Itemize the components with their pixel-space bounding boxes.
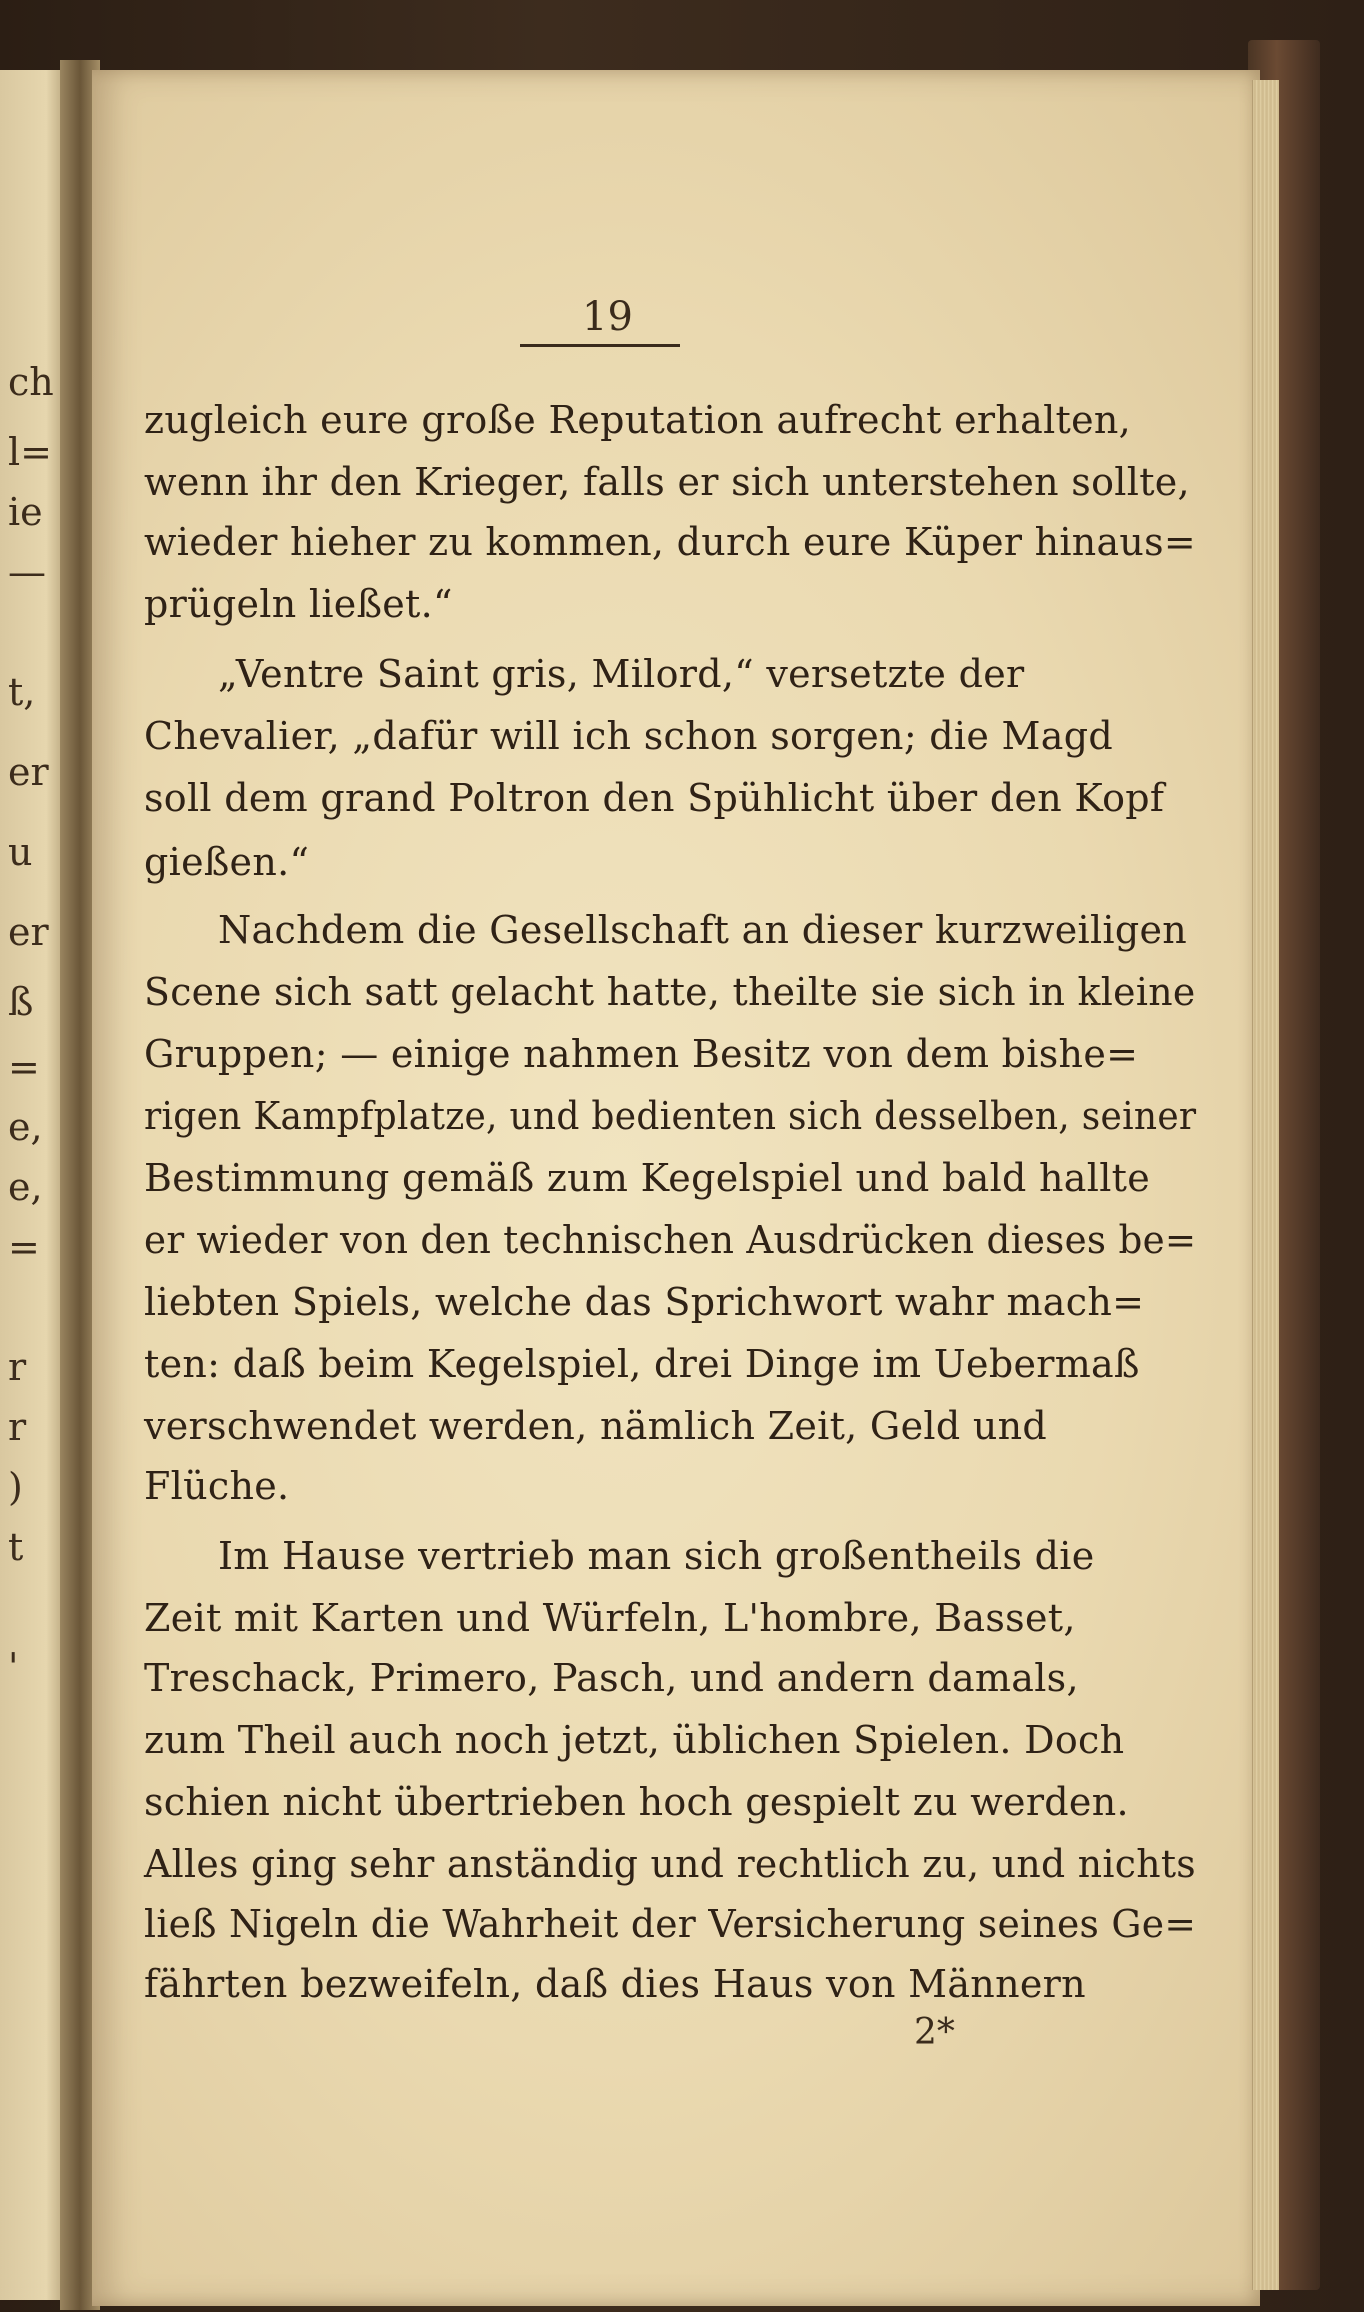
text-line: schien nicht übertrieben hoch gespielt zu werden. xyxy=(144,1780,1129,1824)
left-page-fragment: r xyxy=(8,1345,27,1389)
text-line: zugleich eure große Reputation aufrecht erhalten, xyxy=(144,398,1132,442)
text-line: Bestimmung gemäß zum Kegelspiel und bald hallte xyxy=(144,1156,1151,1200)
text-line: Alles ging sehr anständig und rechtlich zu, und nichts xyxy=(144,1842,1196,1886)
text-line: rigen Kampfplatze, und bedienten sich desselben, seiner xyxy=(144,1094,1197,1138)
left-page-fragment: e, xyxy=(8,1165,43,1209)
text-line: wenn ihr den Krieger, falls er sich unterstehen sollte, xyxy=(144,460,1190,504)
left-page-fragment: ch xyxy=(8,360,54,404)
left-page-fragment: er xyxy=(8,750,49,794)
text-line: Nachdem die Gesellschaft an dieser kurzweiligen xyxy=(218,908,1188,952)
previous-page-edge xyxy=(0,70,66,2300)
text-line: Flüche. xyxy=(144,1464,290,1508)
left-page-fragment: = xyxy=(8,1045,40,1089)
text-line: Gruppen; — einige nahmen Besitz von dem bishe= xyxy=(144,1032,1139,1076)
text-line: Scene sich satt gelacht hatte, theilte sie sich in kleine xyxy=(144,970,1196,1014)
text-line: soll dem grand Poltron den Spühlicht über den Kopf xyxy=(144,776,1165,820)
text-line: Chevalier, „dafür will ich schon sorgen; die Magd xyxy=(144,714,1113,758)
left-page-fragment: — xyxy=(8,550,46,594)
text-line: liebten Spiels, welche das Sprichwort wahr mach= xyxy=(144,1280,1145,1324)
text-line: ließ Nigeln die Wahrheit der Versicherung seines Ge= xyxy=(144,1902,1197,1946)
left-page-fragment: t, xyxy=(8,670,36,714)
text-line: „Ventre Saint gris, Milord,“ versetzte der xyxy=(218,652,1025,696)
left-page-fragment: r xyxy=(8,1405,27,1449)
left-page-fragment: er xyxy=(8,910,49,954)
text-line: Im Hause vertrieb man sich großentheils die xyxy=(218,1534,1095,1578)
text-line: er wieder von den technischen Ausdrücken dieses be= xyxy=(144,1218,1197,1262)
left-page-fragment: ie xyxy=(8,490,43,534)
left-page-fragment: ß xyxy=(8,980,34,1024)
text-line: wieder hieher zu kommen, durch eure Küper hinaus= xyxy=(144,520,1196,564)
left-page-fragment: l= xyxy=(8,430,52,474)
text-line: Treschack, Primero, Pasch, und andern damals, xyxy=(144,1656,1079,1700)
left-page-fragment: t xyxy=(8,1525,24,1569)
left-page-fragment: u xyxy=(8,830,33,874)
header-rule xyxy=(520,344,680,347)
page-block-edges xyxy=(1252,80,1279,2290)
text-line: gießen.“ xyxy=(144,840,310,884)
left-page-fragment: = xyxy=(8,1225,40,1269)
text-line: fährten bezweifeln, daß dies Haus von Männern xyxy=(144,1962,1086,2006)
text-line: ten: daß beim Kegelspiel, drei Dinge im Uebermaß xyxy=(144,1342,1140,1386)
page-number: 19 xyxy=(582,294,633,340)
text-line: Zeit mit Karten und Würfeln, L'hombre, Basset, xyxy=(144,1596,1076,1640)
signature-mark: 2* xyxy=(914,2012,955,2053)
text-line: zum Theil auch noch jetzt, üblichen Spielen. Doch xyxy=(144,1718,1125,1762)
left-page-fragment: ' xyxy=(8,1645,19,1689)
left-page-fragment: e, xyxy=(8,1105,43,1149)
text-line: prügeln ließet.“ xyxy=(144,582,453,626)
left-page-fragment: ) xyxy=(8,1465,23,1509)
text-line: verschwendet werden, nämlich Zeit, Geld und xyxy=(144,1404,1048,1448)
